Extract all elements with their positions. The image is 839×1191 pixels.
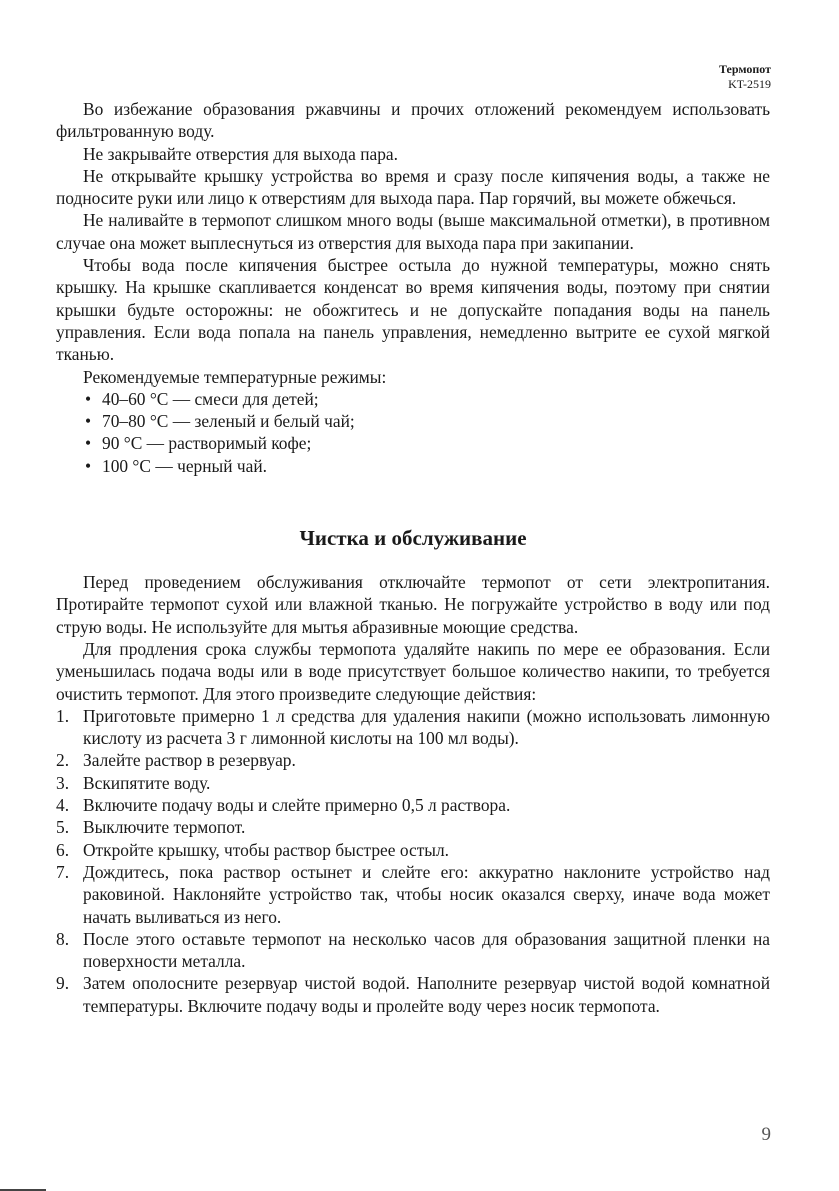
step-number: 6.: [56, 839, 70, 860]
step-text: Затем ополосните резервуар чистой водой. Наполните резервуар чистой водой комнатной температуры. Включите подачу воды и пролейте воду через носик термопота.: [83, 973, 770, 1016]
list-item: • 100 °С — черный чай.: [83, 455, 770, 477]
step-item: [56, 749, 770, 771]
list-item: • 70–80 °С — зеленый и белый чай;: [83, 410, 770, 432]
paragraph: Чтобы вода после кипячения быстрее остыла до нужной температуры, можно снять крышку. На крышке скапливается конденсат во время кипячения воды, поэтому при снятии крышки будьте осторожны: не обожгитесь и не допускайте попадания воды на панель управления. Если вода попала на панель управления, немедленно вытрите ее сухой мягкой тканью.: [56, 255, 770, 365]
section-title: Чистка и обслуживание: [299, 526, 527, 551]
paragraph: Во избежание образования ржавчины и прочих отложений рекомендуем использовать фильтрованную воду.: [56, 99, 770, 142]
step-number: 7.: [56, 861, 70, 882]
step-item: [56, 839, 770, 861]
step-item: [56, 794, 770, 816]
step-text: Вскипятите воду.: [83, 772, 211, 793]
step-text: Дождитесь, пока раствор остынет и слейте его: аккуратно наклоните устройство над раковиной. Наклоняйте устройство так, чтобы носик оказался сверху, иначе вода может начать выливаться из него.: [83, 861, 770, 927]
paragraph: Не закрывайте отверстия для выхода пара.: [83, 143, 398, 164]
page-number: 9: [761, 1124, 771, 1145]
step-item: [56, 705, 770, 750]
step-text: Выключите термопот.: [83, 817, 246, 838]
step-item: [56, 816, 770, 838]
step-number: 1.: [56, 705, 70, 726]
step-number: 8.: [56, 928, 70, 949]
step-item: [56, 861, 770, 928]
list-item: • 90 °С — растворимый кофе;: [83, 432, 770, 454]
step-text: Откройте крышку, чтобы раствор быстрее остыл.: [83, 839, 450, 860]
step-text: Включите подачу воды и слейте примерно 0,5 л раствора.: [83, 795, 511, 816]
paragraph: Не открывайте крышку устройства во время и сразу после кипячения воды, а также не подносите руки или лицо к отверстиям для выхода пара. Пар горячий, вы можете обжечься.: [56, 165, 770, 209]
step-number: 4.: [56, 795, 70, 816]
page-content: [56, 98, 770, 1017]
step-item: [56, 772, 770, 794]
step-text: Залейте раствор в резервуар.: [83, 750, 296, 771]
paragraph: Не наливайте в термопот слишком много воды (выше максимальной отметки), в противном случае она может выплеснуться из отверстия для выхода пара при закипании.: [56, 210, 770, 253]
header-title: Термопот: [718, 62, 771, 76]
list-item: • 40–60 °С — смеси для детей;: [83, 388, 770, 410]
temperature-modes-list: [56, 388, 770, 477]
step-number: 9.: [56, 973, 70, 994]
step-item: [56, 972, 770, 1017]
step-text: После этого оставьте термопот на несколько часов для образования защитной пленки на поверхности металла.: [83, 928, 770, 972]
step-item: [56, 928, 770, 973]
paragraph: Рекомендуемые температурные режимы:: [83, 366, 387, 387]
step-number: 5.: [56, 817, 70, 838]
cleaning-steps-list: [56, 705, 770, 1017]
header-model: KT-2519: [728, 77, 771, 91]
step-number: 3.: [56, 772, 70, 793]
running-header: [719, 62, 771, 92]
paragraph: Для продления срока службы термопота удаляйте накипь по мере ее образования. Если уменьшилась подача воды или в воде присутствует большое количество накипи, то требуется очистить термопот. Для этого произведите следующие действия:: [56, 638, 770, 704]
step-number: 2.: [56, 750, 70, 771]
step-text: Приготовьте примерно 1 л средства для удаления накипи (можно использовать лимонную кислоту из расчета 3 г лимонной кислоты на 100 мл воды).: [83, 705, 770, 749]
paragraph: Перед проведением обслуживания отключайте термопот от сети электропитания. Протирайте термопот сухой или влажной тканью. Не погружайте устройство в воду или под струю воды. Не используйте для мытья абразивные моющие средства.: [56, 572, 770, 637]
